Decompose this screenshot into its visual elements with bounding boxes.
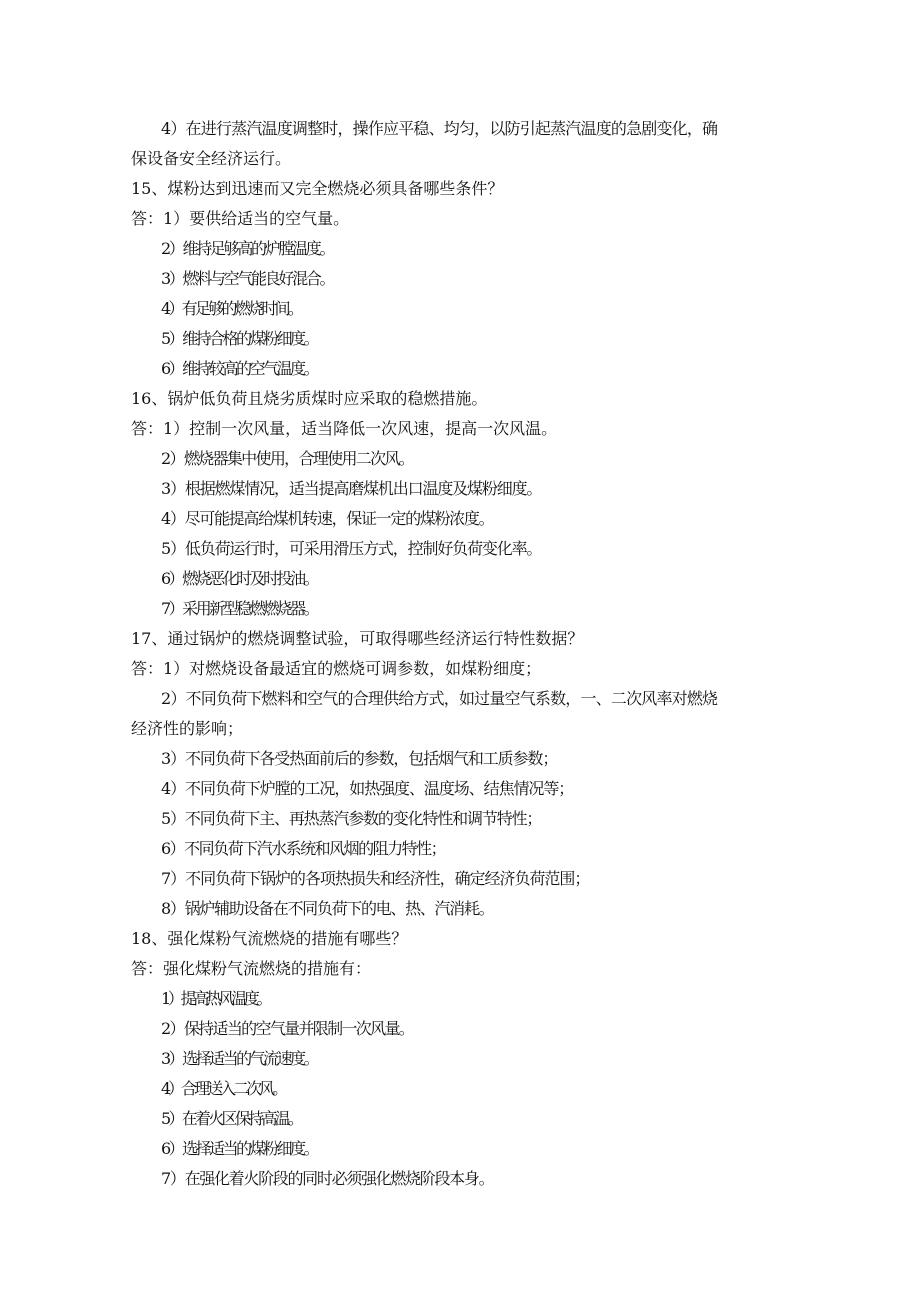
- text-line: 7）在强化着火阶段的同时必须强化燃烧阶段本身。: [161, 1169, 494, 1188]
- text-line: 5）不同负荷下主、再热蒸汽参数的变化特性和调节特性；: [161, 809, 542, 828]
- text-line: 8）锅炉辅助设备在不同负荷下的电、热、汽消耗。: [161, 899, 494, 918]
- text-line: 2）不同负荷下燃料和空气的合理供给方式，如过量空气系数，一、二次风率对燃烧: [161, 689, 718, 708]
- text-line: 2）燃烧器集中使用，合理使用二次风。: [161, 449, 414, 468]
- text-line: 18、强化煤粉气流燃烧的措施有哪些？: [131, 929, 408, 948]
- text-line: 3）根据燃煤情况，适当提高磨煤机出口温度及煤粉细度。: [161, 479, 542, 498]
- text-line: 6）选择适当的煤粉细度。: [161, 1139, 318, 1158]
- text-line: 经济性的影响；: [131, 719, 244, 738]
- text-line: 保设备安全经济运行。: [131, 149, 292, 168]
- text-line: 2）保持适当的空气量并限制一次风量。: [161, 1019, 414, 1038]
- text-line: 4）有足够的燃烧时间。: [161, 299, 302, 318]
- text-line: 4）尽可能提高给煤机转速，保证一定的煤粉浓度。: [161, 509, 494, 528]
- text-line: 答：强化煤粉气流燃烧的措施有：: [131, 959, 372, 978]
- text-line: 3）选择适当的气流速度。: [161, 1049, 318, 1068]
- text-line: 2）维持足够高的炉膛温度。: [161, 239, 334, 258]
- text-line: 1）提高热风温度。: [161, 989, 270, 1008]
- text-line: 3）燃料与空气能良好混合。: [161, 269, 334, 288]
- text-line: 7）采用新型稳燃燃烧器。: [161, 599, 318, 618]
- text-line: 5）低负荷运行时，可采用滑压方式，控制好负荷变化率。: [161, 539, 542, 558]
- text-line: 6）维持较高的空气温度。: [161, 359, 318, 378]
- text-line: 5）在着火区保持高温。: [161, 1109, 302, 1128]
- text-line: 15、煤粉达到迅速而又完全燃烧必须具备哪些条件？: [131, 179, 504, 198]
- text-line: 答：1）要供给适当的空气量。: [131, 209, 350, 228]
- text-line: 4）在进行蒸汽温度调整时，操作应平稳、均匀，以防引起蒸汽温度的急剧变化，确: [161, 119, 718, 138]
- text-line: 答：1）控制一次风量，适当降低一次风速，提高一次风温。: [131, 419, 558, 438]
- document-body: [131, 114, 791, 1194]
- text-line: 7）不同负荷下锅炉的各项热损失和经济性，确定经济负荷范围；: [161, 869, 590, 888]
- text-line: 5）维持合格的煤粉细度。: [161, 329, 318, 348]
- text-line: 16、锅炉低负荷且烧劣质煤时应采取的稳燃措施。: [131, 389, 488, 408]
- text-line: 4）合理送入二次风。: [161, 1079, 286, 1098]
- text-line: 6）不同负荷下汽水系统和风烟的阻力特性；: [161, 839, 446, 858]
- text-line: 3）不同负荷下各受热面前后的参数，包括烟气和工质参数；: [161, 749, 558, 768]
- text-line: 答：1）对燃烧设备最适宜的燃烧可调参数，如煤粉细度；: [131, 659, 542, 678]
- text-line: 17、通过锅炉的燃烧调整试验，可取得哪些经济运行特性数据？: [131, 629, 584, 648]
- text-line: 4）不同负荷下炉膛的工况，如热强度、温度场、结焦情况等；: [161, 779, 574, 798]
- text-line: 6）燃烧恶化时及时投油。: [161, 569, 318, 588]
